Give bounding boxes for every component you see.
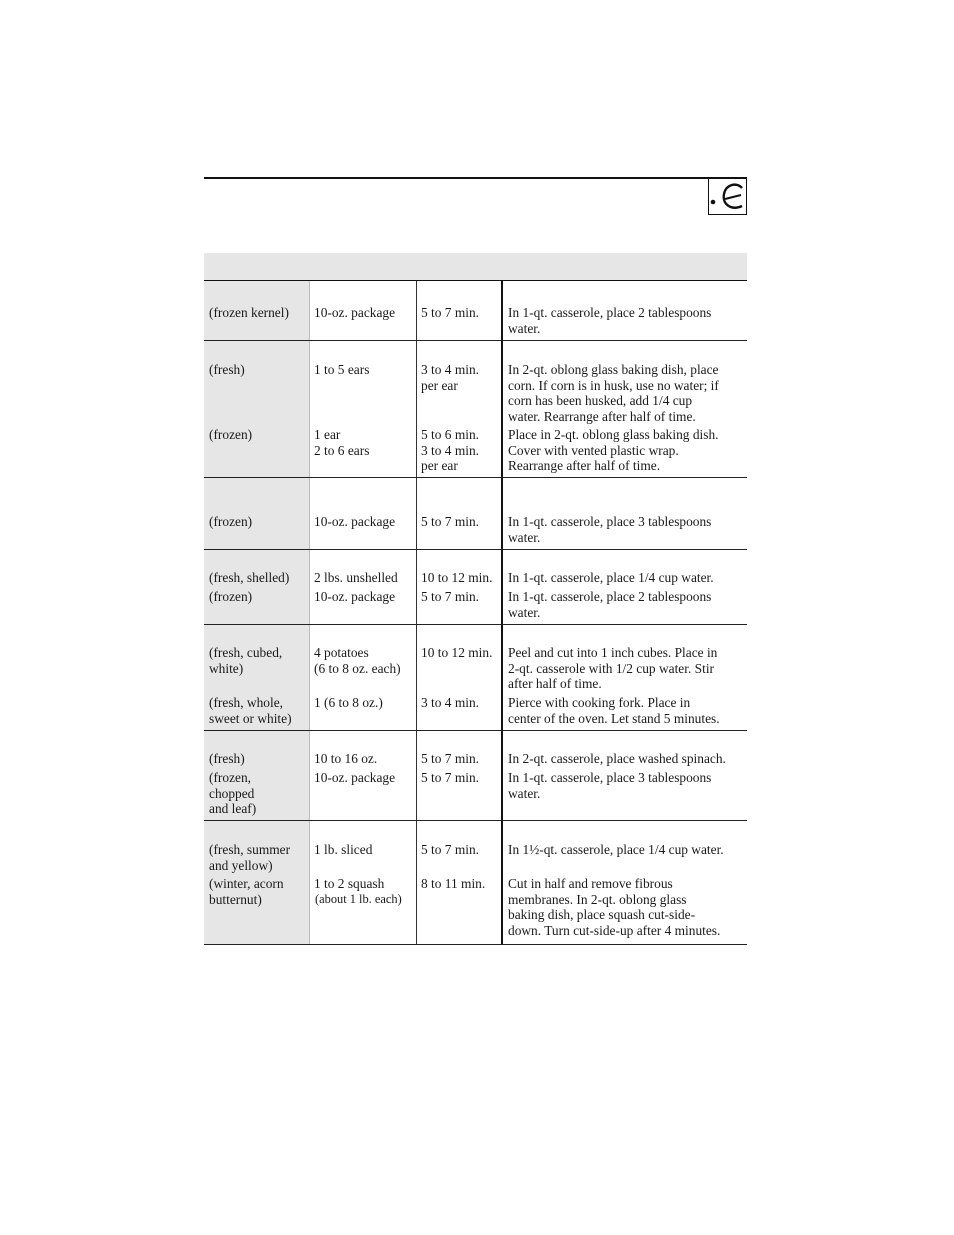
time-cell: 5 to 7 min. bbox=[421, 514, 480, 529]
item-cell: (frozen) bbox=[209, 589, 253, 604]
comments-cell: In 1-qt. casserole, place 3 tablespoons water. bbox=[508, 770, 712, 801]
comments-cell: In 1½-qt. casserole, place 1/4 cup water. bbox=[508, 842, 724, 857]
comments-cell: In 1-qt. casserole, place 3 tablespoons water. bbox=[508, 514, 712, 545]
section-divider bbox=[204, 730, 747, 731]
amount-cell: 1 (6 to 8 oz.) bbox=[314, 695, 383, 710]
time-cell: 3 to 4 min. per ear bbox=[421, 362, 480, 393]
item-cell: (frozen kernel) bbox=[209, 305, 289, 320]
amount-note-cell: (about 1 lb. each) bbox=[315, 892, 402, 906]
time-cell: 5 to 6 min. 3 to 4 min. per ear bbox=[421, 427, 480, 474]
time-cell: 5 to 7 min. bbox=[421, 305, 480, 320]
item-cell: (frozen) bbox=[209, 427, 253, 442]
item-cell: (winter, acorn butternut) bbox=[209, 876, 284, 907]
comments-cell: Place in 2-qt. oblong glass baking dish. Cover with vented plastic wrap. Rearrange after half of time. bbox=[508, 427, 719, 474]
header-rule bbox=[204, 177, 747, 179]
table-header-bar bbox=[204, 253, 747, 281]
column-divider bbox=[309, 281, 310, 945]
amount-cell: 10-oz. package bbox=[314, 589, 396, 604]
item-cell: (fresh, whole, sweet or white) bbox=[209, 695, 292, 726]
comments-cell: In 2-qt. oblong glass baking dish, place corn. If corn is in husk, use no water; if corn has been husked, add 1/4 cup water. Rearrange after half of time. bbox=[508, 362, 719, 424]
column-divider bbox=[501, 281, 503, 945]
comments-cell: Pierce with cooking fork. Place in center of the oven. Let stand 5 minutes. bbox=[508, 695, 720, 726]
section-divider bbox=[204, 624, 747, 625]
item-cell: (fresh, summer and yellow) bbox=[209, 842, 291, 873]
section-divider bbox=[204, 944, 747, 945]
amount-cell: 10-oz. package bbox=[314, 770, 396, 785]
amount-cell: 10-oz. package bbox=[314, 514, 396, 529]
e-logo-icon bbox=[708, 179, 747, 215]
time-cell: 5 to 7 min. bbox=[421, 589, 480, 604]
amount-cell: 1 to 2 squash bbox=[314, 876, 385, 891]
amount-cell: 10-oz. package bbox=[314, 305, 396, 320]
amount-cell: 1 ear 2 to 6 ears bbox=[314, 427, 370, 458]
comments-cell: In 2-qt. casserole, place washed spinach. bbox=[508, 751, 726, 766]
section-divider bbox=[204, 477, 747, 478]
section-divider bbox=[204, 820, 747, 821]
amount-cell: 1 to 5 ears bbox=[314, 362, 370, 377]
comments-cell: Peel and cut into 1 inch cubes. Place in 2-qt. casserole with 1/2 cup water. Stir after half of time. bbox=[508, 645, 718, 692]
amount-cell: 4 potatoes (6 to 8 oz. each) bbox=[314, 645, 401, 676]
column-divider bbox=[416, 281, 417, 945]
item-cell: (frozen, chopped and leaf) bbox=[209, 770, 257, 817]
comments-cell: In 1-qt. casserole, place 2 tablespoons water. bbox=[508, 305, 712, 336]
item-cell: (fresh) bbox=[209, 751, 245, 766]
comments-cell: Cut in half and remove fibrous membranes. In 2-qt. oblong glass baking dish, place squash cut-side- down. Turn cut-side-up after 4 minutes. bbox=[508, 876, 721, 938]
item-cell: (fresh) bbox=[209, 362, 245, 377]
time-cell: 10 to 12 min. bbox=[421, 570, 493, 585]
item-cell: (fresh, shelled) bbox=[209, 570, 290, 585]
time-cell: 10 to 12 min. bbox=[421, 645, 493, 660]
item-cell: (frozen) bbox=[209, 514, 253, 529]
time-cell: 3 to 4 min. bbox=[421, 695, 480, 710]
section-divider bbox=[204, 549, 747, 550]
item-cell: (fresh, cubed, white) bbox=[209, 645, 283, 676]
amount-cell: 10 to 16 oz. bbox=[314, 751, 378, 766]
time-cell: 5 to 7 min. bbox=[421, 842, 480, 857]
time-cell: 5 to 7 min. bbox=[421, 751, 480, 766]
comments-cell: In 1-qt. casserole, place 2 tablespoons water. bbox=[508, 589, 712, 620]
amount-cell: 1 lb. sliced bbox=[314, 842, 373, 857]
comments-cell: In 1-qt. casserole, place 1/4 cup water. bbox=[508, 570, 714, 585]
section-divider bbox=[204, 340, 747, 341]
time-cell: 5 to 7 min. bbox=[421, 770, 480, 785]
amount-cell: 2 lbs. unshelled bbox=[314, 570, 398, 585]
time-cell: 8 to 11 min. bbox=[421, 876, 486, 891]
